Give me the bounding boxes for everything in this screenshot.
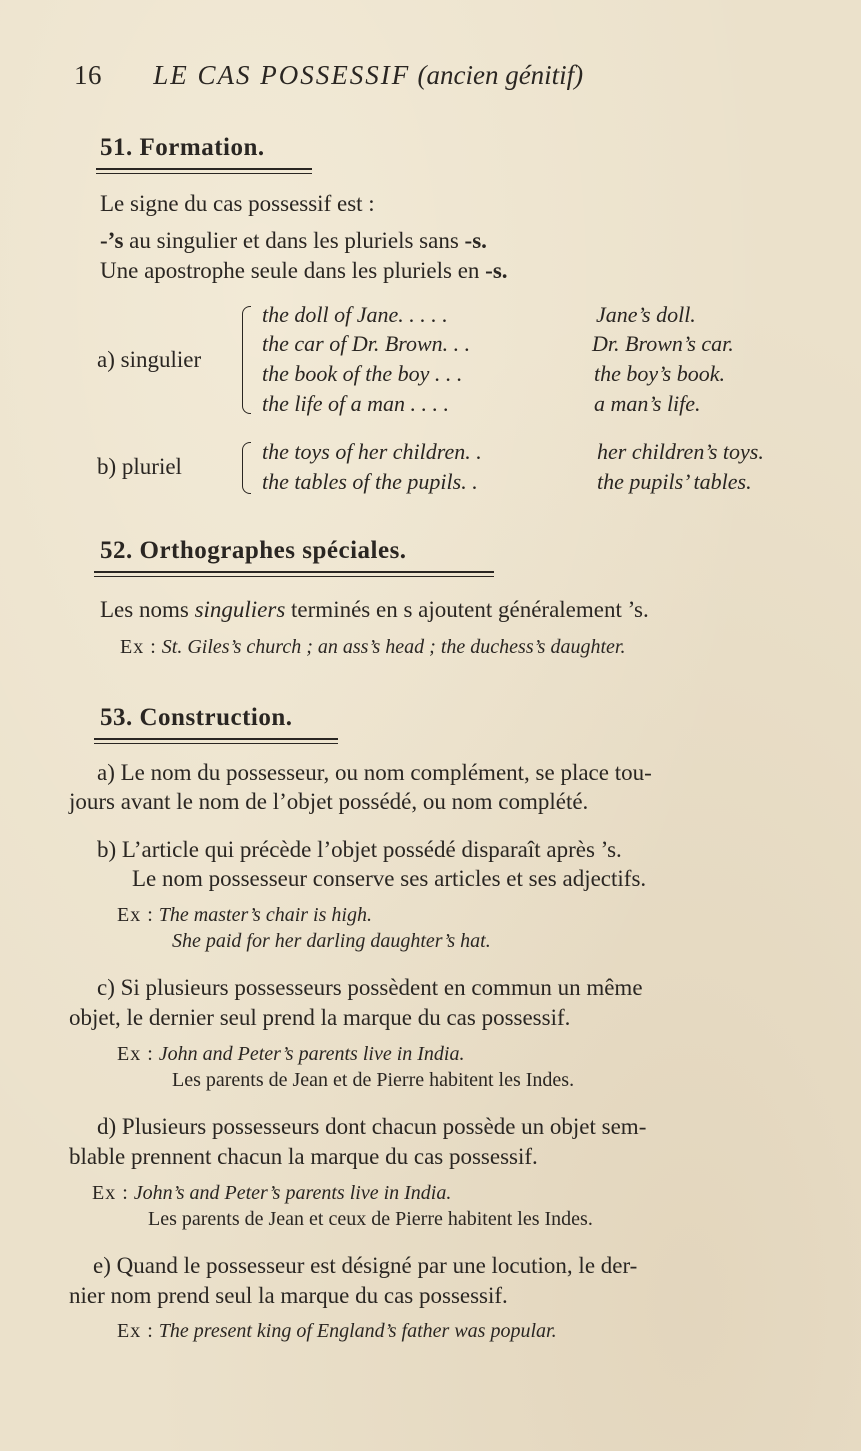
s53-b-line2: Le nom possesseur conserve ses articles et ses adjectifs. <box>132 866 647 891</box>
section-51-heading: 51. Formation. <box>100 134 265 161</box>
s53-d-example-1: Ex : John’s and Peter’s parents live in India. <box>92 1182 452 1204</box>
s53-e-example-1: Ex : The present king of England’s father was popular. <box>117 1320 557 1342</box>
section-53-heading: 53. Construction. <box>100 704 293 731</box>
s53-e-line2: nier nom prend seul la marque du cas possessif. <box>69 1283 508 1308</box>
s53-d-example-2: Les parents de Jean et ceux de Pierre habitent les Indes. <box>148 1208 593 1230</box>
brace-singulier <box>242 306 251 414</box>
s53-c-line1: c) Si plusieurs possesseurs possèdent en commun un même <box>97 975 643 1000</box>
plur-row-2-left: the tables of the pupils. . <box>262 469 478 494</box>
chapter-title: LE CAS POSSESSIF <box>153 60 411 90</box>
s52-line1: Les noms singuliers terminés en s ajoutent généralement ’s. <box>100 597 649 622</box>
s53-d-line2: blable prennent chacun la marque du cas possessif. <box>69 1144 538 1169</box>
section-51-rule <box>96 168 312 170</box>
s53-e-line1: e) Quand le possesseur est désigné par une locution, le der- <box>93 1253 638 1278</box>
s53-a-line1: a) Le nom du possesseur, ou nom complément, se place tou- <box>97 760 652 785</box>
section-52-heading: 52. Orthographes spéciales. <box>100 537 407 564</box>
plur-row-2-right: the pupils’ tables. <box>597 469 752 494</box>
label-pluriel: b) pluriel <box>97 454 182 479</box>
sing-row-2-right: Dr. Brown’s car. <box>592 331 734 356</box>
sing-row-4-right: a man’s life. <box>594 391 701 416</box>
s53-a-line2: jours avant le nom de l’objet possédé, ou nom complété. <box>69 789 589 814</box>
section-52-rule <box>94 571 494 573</box>
sing-row-1-left: the doll of Jane. . . . . <box>262 302 448 327</box>
section-53-rule <box>94 738 338 740</box>
running-header <box>74 60 583 91</box>
sing-row-3-right: the boy’s book. <box>594 361 725 386</box>
s53-c-example-2: Les parents de Jean et de Pierre habitent les Indes. <box>172 1069 575 1091</box>
s53-b-line1: b) L’article qui précède l’objet possédé disparaît après ’s. <box>97 837 622 862</box>
label-singulier: a) singulier <box>97 347 202 372</box>
plur-row-1-left: the toys of her children. . <box>262 439 482 464</box>
sing-row-1-right: Jane’s doll. <box>596 302 696 327</box>
plur-row-1-right: her children’s toys. <box>597 439 764 464</box>
s51-line1: Le signe du cas possessif est : <box>100 191 375 216</box>
sing-row-3-left: the book of the boy . . . <box>262 361 463 386</box>
page-number: 16 <box>74 60 102 90</box>
s53-c-line2: objet, le dernier seul prend la marque du cas possessif. <box>69 1005 571 1030</box>
s53-b-example-2: She paid for her darling daughter’s hat. <box>172 930 491 952</box>
section-52-rule-2 <box>94 576 494 577</box>
s51-line2: -’s au singulier et dans les pluriels sans -s. <box>100 228 487 253</box>
brace-pluriel <box>242 442 251 494</box>
sing-row-4-left: the life of a man . . . . <box>262 391 449 416</box>
section-53-rule-2 <box>94 743 338 744</box>
s53-c-example-1: Ex : John and Peter’s parents live in India. <box>117 1043 465 1065</box>
s52-example: Ex : St. Giles’s church ; an ass’s head ; the duchess’s daughter. <box>120 636 626 658</box>
chapter-subtitle: (ancien génitif) <box>417 60 584 90</box>
s53-b-example-1: Ex : The master’s chair is high. <box>117 904 372 926</box>
section-51-rule-2 <box>96 173 312 174</box>
sing-row-2-left: the car of Dr. Brown. . . <box>262 331 471 356</box>
s51-line3: Une apostrophe seule dans les pluriels en -s. <box>100 258 508 283</box>
s53-d-line1: d) Plusieurs possesseurs dont chacun possède un objet sem- <box>97 1114 647 1139</box>
